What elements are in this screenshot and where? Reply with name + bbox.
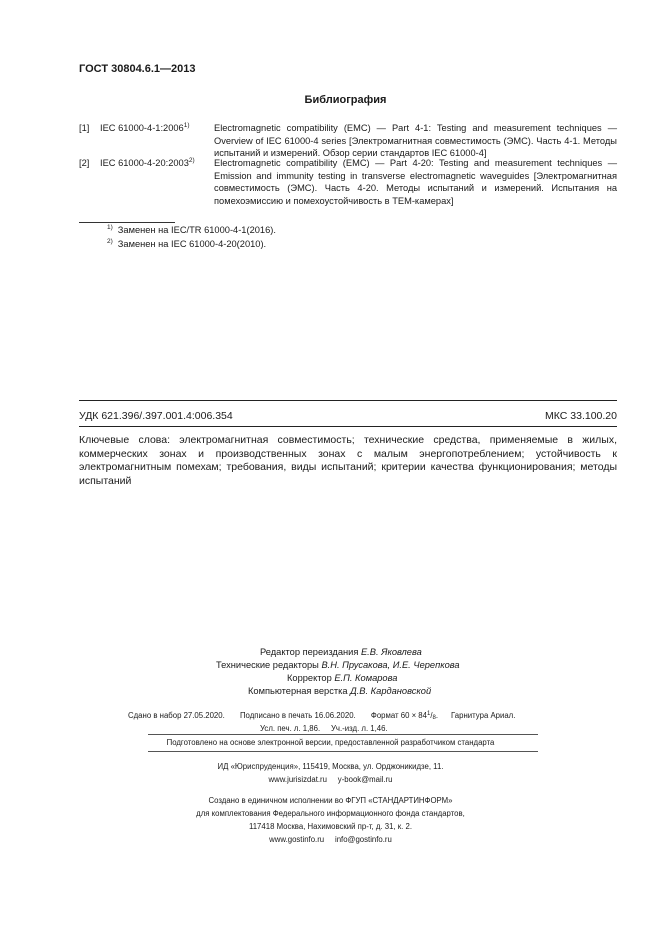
footnote-mark: 2) xyxy=(188,157,195,164)
entry-code: IEC 61000-4-1:2006$^{1)}$ xyxy=(100,122,190,133)
creator-info: Создано в единичном исполнении во ФГУП «СТАНДАРТИНФОРМ» xyxy=(208,796,453,805)
creator-address: 117418 Москва, Нахимовский пр-т, д. 31, к. 2. xyxy=(248,822,413,831)
credit-editor: Редактор переиздания Е.В. Яковлева xyxy=(260,647,422,657)
print-sheets: Усл. печ. л. 1,86. Уч.-изд. л. 1,46. xyxy=(260,724,388,733)
print-details: Сдано в набор 27.05.2020. Подписано в печать 16.06.2020. Формат $60 \times 84^1/_8$. Гарнитура Ариал. xyxy=(128,711,516,721)
mks-code: МКС 33.100.20 xyxy=(545,410,617,422)
divider xyxy=(79,426,617,427)
keywords: Ключевые слова: электромагнитная совместимость; технические средства, применяемые в жилых, коммерческих зонах и производственных зонах с малым энергопотреблением; устойчивость к электромагнитным помехам; требования, виды испытаний; критерии качества функционирования; методы испытаний xyxy=(79,434,617,487)
credit-tech-editors: Технические редакторы В.Н. Прусакова, И.Е. Черепкова xyxy=(216,660,460,670)
entry-number: [2] xyxy=(79,158,90,168)
standard-designation: ГОСТ 30804.6.1—2013 xyxy=(79,63,196,75)
udk-code: УДК 621.396/.397.001.4:006.354 xyxy=(79,410,233,422)
prepared-note: Подготовлено на основе электронной версии, предоставленной разработчиком стандарта xyxy=(166,738,495,747)
publisher-address: ИД «Юриспруденция», 115419, Москва, ул. Орджоникидзе, 11. xyxy=(217,762,444,771)
footnote: $^{1)}$ Заменен на IEC/TR 61000-4-1(2016). xyxy=(107,224,276,235)
entry-text: Electromagnetic compatibility (EMC) — Part 4-20: Testing and measurement techniques — Emission and immunity testing in transverse electromagnetic waveguides [Электромагнитная совместимость (ЭМС). Часть 4-20. Методы испытаний и измерений. Испытания на помехоэмиссию и помехоустойчивость в ТЕМ-камерах] xyxy=(214,158,617,206)
entry-text: Electromagnetic compatibility (EMC) — Part 4-1: Testing and measurement techniques — Overview of IEC 61000-4 series [Электромагнитная совместимость (ЭМС). Часть 4-1. Методы испытаний и измерений. Обзор серии стандартов IEC 61000-4] xyxy=(214,123,617,158)
footnote: $^{2)}$ Заменен на IEC 61000-4-20(2010). xyxy=(107,238,267,249)
bibliography-entry xyxy=(79,122,617,158)
credit-layout: Компьютерная верстка Д.В. Кардановской xyxy=(248,686,432,696)
entry-code: IEC 61000-4-20:2003$^{2)}$ xyxy=(100,157,195,168)
divider xyxy=(79,400,617,401)
creator-purpose: для комплектования Федерального информационного фонда стандартов, xyxy=(196,809,465,818)
entry-number: [1] xyxy=(79,123,90,133)
creator-contacts: www.gostinfo.ru info@gostinfo.ru xyxy=(269,835,392,844)
publisher-contacts: www.jurisizdat.ru y-book@mail.ru xyxy=(268,775,393,784)
bibliography-entry xyxy=(79,157,617,207)
footnote-mark: 1) xyxy=(183,122,190,129)
divider xyxy=(148,734,538,735)
bibliography-title: Библиография xyxy=(304,94,387,106)
divider xyxy=(148,751,538,752)
footnote-separator xyxy=(79,222,175,223)
credit-corrector: Корректор Е.П. Комарова xyxy=(287,673,398,683)
